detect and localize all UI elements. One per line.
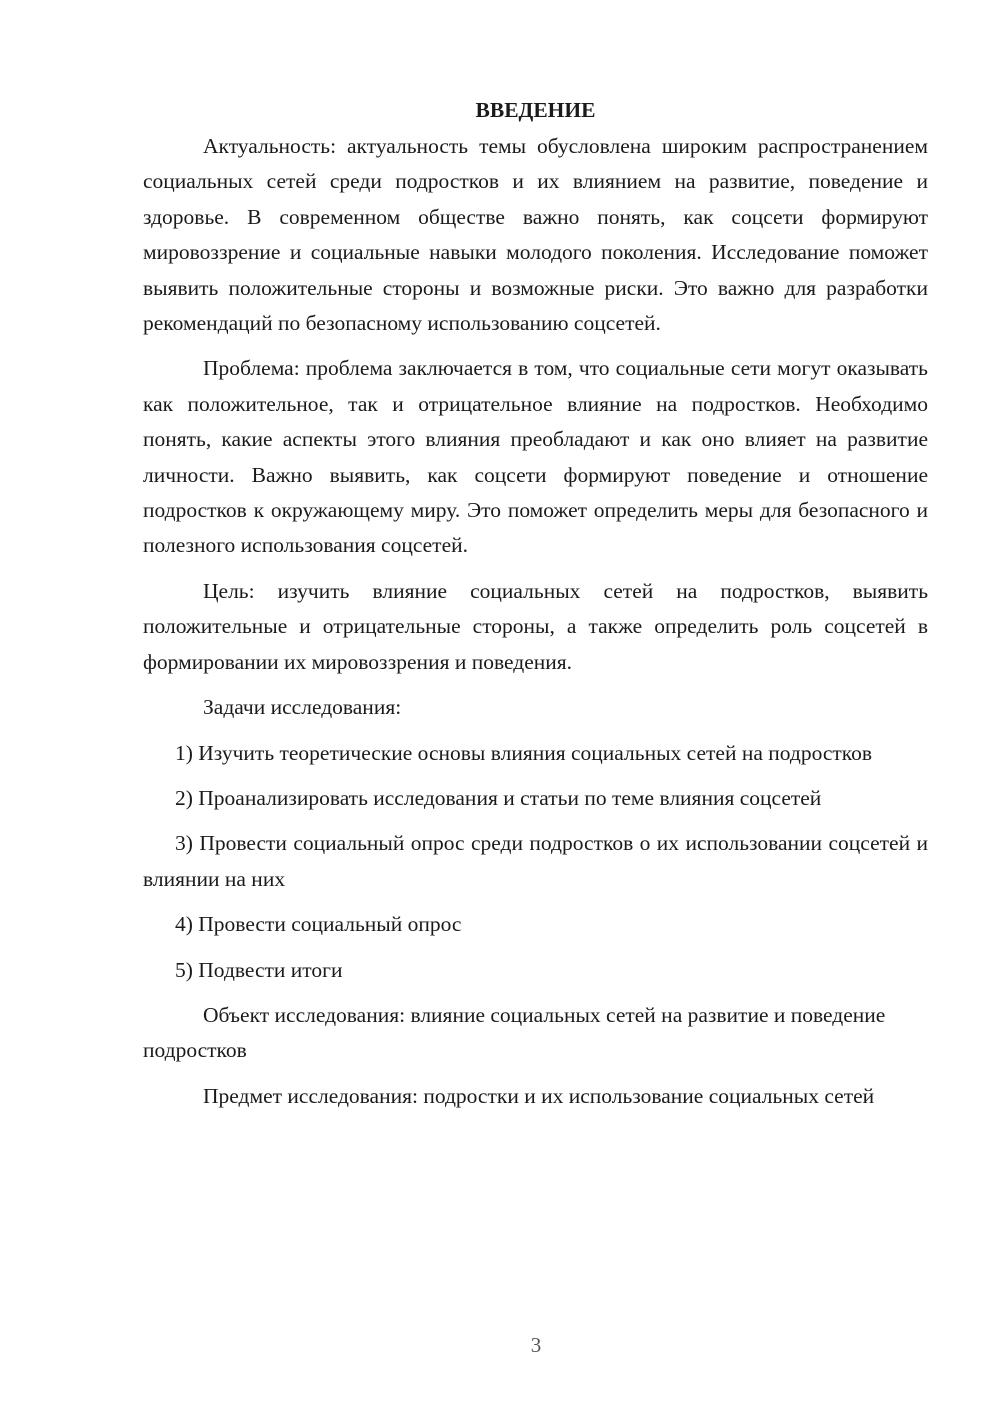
list-item: 5) Подвести итоги xyxy=(175,957,343,982)
paragraph-relevance: Актуальность: актуальность темы обусловлена широким распространением социальных сетей среди подростков и их влиянием на развитие, поведение и здоровье. В современном обществе важно понять, как соцсети формируют мировоззрение и социальные навыки молодого поколения. Исследование поможет выявить положительные стороны и возможные риски. Это важно для разработки рекомендаций по безопасному использованию соцсетей. xyxy=(143,134,928,336)
list-item: 1) Изучить теоретические основы влияния социальных сетей на подростков xyxy=(175,740,873,765)
paragraph-object: Объект исследования: влияние социальных сетей на развитие и поведение подростков xyxy=(143,1002,886,1063)
paragraph-problem: Проблема: проблема заключается в том, что социальные сети могут оказывать как положительное, так и отрицательное влияние на подростков. Необходимо понять, какие аспекты этого влияния преобладают и как оно влияет на развитие личности. Важно выявить, как соцсети формируют поведение и отношение подростков к окружающему миру. Это поможет определить меры для безопасного и полезного использования соцсетей. xyxy=(143,356,928,558)
list-item: 4) Провести социальный опрос xyxy=(175,912,462,937)
tasks-list xyxy=(143,736,928,988)
list-item: 3) Провести социальный опрос среди подростков о их использовании соцсетей и влиянии на них xyxy=(143,831,928,891)
page-title: ВВЕДЕНИЕ xyxy=(475,98,596,122)
list-item: 2) Проанализировать исследования и статьи по теме влияния соцсетей xyxy=(175,785,822,810)
paragraph-subject: Предмет исследования: подростки и их использование социальных сетей xyxy=(203,1083,875,1108)
page-number: 3 xyxy=(530,1333,542,1357)
paragraph-goal: Цель: изучить влияние социальных сетей на подростков, выявить положительные и отрицательные стороны, а также определить роль соцсетей в формировании их мировоззрения и поведения. xyxy=(143,578,928,674)
tasks-heading: Задачи исследования: xyxy=(203,695,402,720)
page-body xyxy=(143,95,928,1124)
